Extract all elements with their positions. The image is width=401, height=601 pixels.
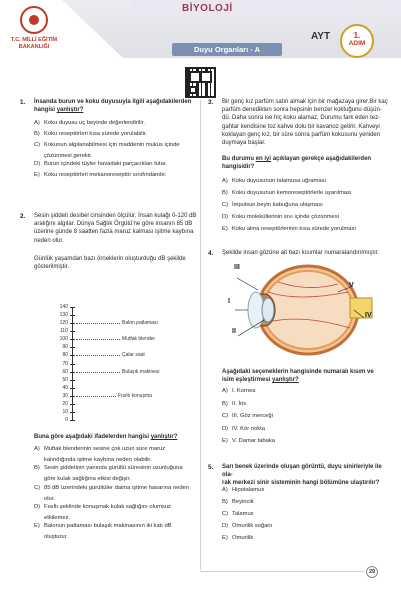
answer-option[interactable] — [222, 226, 392, 234]
q3-text-line: Bir genç kız parfüm satın almak için bir mağazaya girer.Bir kaç — [222, 99, 388, 105]
option-text: Koku duyusunun kemoreseptörlerle uyarılması — [232, 190, 352, 196]
answer-option[interactable] — [222, 401, 392, 409]
option-key: B) — [34, 465, 40, 472]
option-key: C) — [34, 484, 41, 491]
option-text: I. Kornea — [232, 388, 256, 394]
answer-option[interactable] — [222, 511, 392, 519]
qr-code-icon[interactable] — [185, 67, 216, 98]
option-key: E) — [34, 523, 40, 529]
option-key: E) — [222, 535, 228, 541]
y-tick-label: 10 — [62, 408, 68, 415]
logo-line-1: T.C. MİLLİ EĞİTİM — [10, 37, 58, 43]
value-marker — [76, 372, 120, 373]
label-iii: III — [234, 264, 240, 271]
y-tick-mark — [70, 315, 75, 316]
category-label: Çalar saat — [122, 352, 145, 359]
answer-option[interactable] — [34, 161, 198, 169]
label-iv: IV — [365, 312, 372, 319]
option-key: E) — [222, 438, 228, 444]
y-tick-mark — [70, 380, 75, 381]
answer-option[interactable] — [222, 523, 392, 531]
answer-option[interactable] — [34, 485, 198, 493]
option-text: Kokunun algılanabilmesi için maddenin mukus içinde — [44, 142, 180, 148]
y-tick-mark — [70, 396, 75, 397]
y-tick-mark — [70, 339, 75, 340]
option-key: B) — [222, 400, 228, 407]
q5-number: 5. — [208, 464, 214, 471]
answer-option-continued — [34, 515, 198, 523]
y-tick-label: 110 — [60, 328, 68, 335]
y-tick-mark — [70, 364, 75, 365]
q2-text-line: üzerine günde 8 saatten fazla maruz kalması işitme kaybına — [34, 229, 194, 236]
option-key: D) — [34, 503, 41, 510]
value-marker — [76, 323, 120, 324]
y-tick-label: 90 — [62, 344, 68, 351]
q1-stem: İnsanda burun ve koku duyusuyla ilgili aşağıdakilerden hangisi yanlıştır? — [34, 99, 192, 114]
value-marker — [76, 355, 120, 356]
option-text: Fısıltı şeklinde konuşmak kulak sağlığını olumsuz — [44, 503, 171, 510]
option-text: Balonun patlaması bulaşık makinasının iki katı dB — [44, 523, 172, 529]
y-tick-mark — [70, 412, 75, 413]
q3-question: Bu durumu en iyi açıklayan gerekçe aşağıdakilerden hangisidir? — [222, 156, 372, 171]
q2-text2-line: Günlük yaşamdan bazı örneklerin oluşturduğu dB şekilde — [34, 256, 186, 262]
answer-option[interactable] — [34, 131, 198, 139]
label-i: I — [228, 298, 230, 305]
option-text: kalındığında işitme kaybına neden olabilir. — [44, 457, 152, 463]
y-tick-mark — [70, 323, 75, 324]
option-key: B) — [222, 190, 228, 196]
y-tick-mark — [70, 331, 75, 332]
q2-text2-line: gösterilmiştir. — [34, 264, 70, 271]
answer-option[interactable] — [222, 499, 392, 507]
decibel-chart — [50, 303, 200, 423]
y-tick-label: 20 — [62, 400, 68, 407]
q4-number: 4. — [208, 250, 214, 257]
option-text: Koku alma reseptörlerinin kısa sürede yorulması — [232, 226, 357, 232]
answer-option-continued — [34, 496, 198, 504]
y-tick-mark — [70, 307, 75, 308]
q3-text-line: gahtar kendisine toz kahve dolu bir kavanoz getirir. Kahveyi — [222, 123, 380, 130]
option-key: D) — [222, 523, 229, 529]
y-tick-label: 30 — [62, 392, 68, 399]
label-ii: II — [232, 328, 236, 335]
q3-number: 3. — [208, 99, 214, 106]
page-number: 29 — [366, 566, 378, 578]
answer-option[interactable] — [222, 438, 392, 446]
category-label: Mutfak blender — [122, 336, 156, 343]
option-key: C) — [222, 202, 229, 208]
answer-option[interactable] — [34, 465, 198, 473]
q3-text-line: koklayan genç kız, bir süre sonra parfüm kokusunu yeniden — [222, 131, 381, 138]
step-label: ADIM — [348, 40, 366, 47]
option-text: II. İris — [232, 400, 247, 407]
answer-option[interactable] — [222, 487, 392, 495]
q3-text-line: duymaya başlar. — [222, 140, 266, 147]
q4-stem: Şekilde insan gözüne ait bazı kısımlar numaralandırılmıştır. — [222, 250, 380, 256]
option-text: V. Damar tabaka — [232, 438, 275, 444]
option-key: E) — [34, 172, 40, 179]
answer-option-continued — [34, 476, 198, 484]
logo-line-2: BAKANLIĞI — [18, 44, 50, 50]
ministry-logo — [6, 4, 62, 56]
q2-text-line: Sesin şiddeti desibel cinsinden ölçülür. İnsan kulağı 0-120 dB — [34, 213, 197, 219]
q5-question: Sarı benek üzerinde oluşan görüntü, duyu sinirleriyle ile ola- rak merkezi sinir sisteminin hangi bölümüne ulaştırılır? — [222, 464, 382, 487]
answer-option[interactable] — [222, 178, 392, 186]
q2-question: Buna göre aşağıdaki ifadelerden hangisi yanlıştır? — [34, 434, 178, 440]
answer-option[interactable] — [222, 535, 392, 543]
option-text: Koku duyusu uç beyinde değerlendirilir. — [44, 120, 145, 126]
option-text: İmpulsun beyin kabuğuna ulaşması — [232, 202, 323, 208]
option-key: A) — [34, 120, 40, 126]
option-text: Koku duyusunun talamusa uğraması — [232, 178, 327, 184]
option-text: III. Göz merceği — [232, 413, 273, 419]
option-text: olur. — [44, 495, 55, 502]
q3-text-line: parfüm denedikten sonra hepsinin benzer koktuğunu düşün- — [222, 107, 382, 114]
answer-option[interactable] — [34, 504, 198, 512]
option-key: C) — [34, 142, 41, 148]
option-text: Koku reseptörleri mekanoreseptör sınıfındandır. — [44, 172, 167, 179]
option-text: Talamus — [232, 511, 254, 517]
category-label: Balon patlaması — [122, 320, 158, 327]
page-header — [0, 0, 401, 62]
exam-label: AYT — [311, 31, 331, 42]
answer-option[interactable] — [222, 202, 392, 210]
option-text: Beyincik — [232, 499, 254, 505]
option-text: etkilemez. — [44, 514, 71, 521]
q4-question: Aşağıdaki seçeneklerin hangisinde numaralı kısım ve isim eşleştirmesi yanlıştır? — [222, 369, 374, 384]
q2-text-line: neden olur. — [34, 237, 64, 244]
option-text: Muftak blenderinin sesine çok uzun süre maruz — [44, 446, 166, 452]
option-text: Omurilik — [232, 535, 254, 541]
answer-option[interactable] — [222, 190, 392, 198]
y-tick-mark — [70, 404, 75, 405]
y-tick-mark — [70, 420, 75, 421]
topic-title: Duyu Organları - A — [172, 43, 282, 56]
option-text: Hipotalamus — [232, 487, 265, 493]
seal-icon — [20, 6, 48, 34]
answer-option-continued — [34, 457, 198, 465]
q1-number: 1. — [20, 99, 26, 106]
y-tick-mark — [70, 355, 75, 356]
answer-option[interactable] — [34, 523, 198, 531]
answer-option[interactable] — [222, 413, 392, 421]
y-tick-label: 50 — [62, 376, 68, 383]
q2-number: 2. — [20, 213, 26, 220]
footer-line — [200, 571, 364, 572]
option-key: A) — [34, 446, 40, 452]
q2-stem-2 — [34, 255, 198, 271]
answer-option[interactable] — [34, 142, 198, 150]
option-text: göre kulak sağlığına etkisi değişir. — [44, 476, 131, 483]
option-key: A) — [222, 487, 228, 493]
eye-diagram — [228, 262, 373, 362]
value-marker — [76, 396, 116, 397]
y-tick-mark — [70, 347, 75, 348]
y-tick-label: 0 — [65, 417, 68, 423]
category-label: Fısıltı konuşma — [118, 392, 152, 399]
q3-text-line: dü. Daha sonra ise hiç koku alamaz. Durumu fark eden tez- — [222, 115, 381, 122]
answer-option[interactable] — [34, 120, 198, 128]
y-tick-label: 100 — [59, 336, 68, 343]
option-text: Koku reseptörleri kısa sürede yorulabilir. — [44, 131, 148, 137]
answer-option-continued — [34, 153, 198, 161]
y-tick-label: 130 — [59, 312, 68, 319]
option-text: Koku moleküllerinin sıvı içinde çözünmesi — [232, 214, 339, 220]
option-key: B) — [34, 131, 40, 137]
answer-option[interactable] — [222, 426, 392, 434]
label-v: V — [349, 282, 354, 289]
y-tick-mark — [70, 372, 75, 373]
value-marker — [76, 339, 120, 340]
option-text: çözünmesi gerekir. — [44, 153, 93, 159]
y-tick-label: 80 — [62, 352, 68, 359]
y-tick-mark — [70, 388, 75, 389]
y-tick-label: 70 — [62, 360, 68, 367]
q2-text-line: aralığını algılar. Dünya Sağlık Örgütü'ne göre insanın 85 dB — [34, 221, 193, 228]
option-text: Omurilik soğanı — [232, 523, 273, 529]
q2-stem — [34, 212, 198, 245]
option-key: A) — [222, 178, 228, 184]
step-badge — [340, 24, 374, 58]
option-key: D) — [34, 161, 41, 168]
subject-title: BİYOLOJİ — [182, 3, 233, 14]
category-label: Bulaşık makinesi — [122, 368, 160, 375]
option-text: Sesin şiddetinin yanında gürültü süresinin uzunluğuna — [44, 465, 183, 472]
column-divider — [200, 100, 201, 570]
option-key: C) — [222, 413, 229, 419]
option-text: IV. Kör nokta — [232, 425, 265, 432]
option-text: oluşturur. — [44, 534, 68, 540]
option-key: A) — [222, 388, 228, 394]
y-tick-label: 60 — [62, 368, 68, 375]
option-key: D) — [222, 214, 229, 220]
answer-option-continued — [34, 534, 198, 542]
option-text: Burun içindeki tüyler havadaki parçacıkları tutar. — [44, 161, 168, 168]
option-key: D) — [222, 425, 229, 432]
y-tick-label: 40 — [62, 384, 68, 391]
option-key: E) — [222, 226, 228, 232]
answer-option[interactable] — [222, 388, 392, 396]
step-number: 1. — [353, 31, 361, 40]
y-tick-label: 140 — [59, 304, 68, 310]
answer-option[interactable] — [34, 446, 198, 454]
option-text: 85 dB üzerindeki gürültüler daima işitme hasarına neden — [44, 484, 190, 491]
y-tick-label: 120 — [59, 320, 68, 327]
q3-stem — [222, 98, 390, 147]
eye-illustration — [228, 262, 373, 362]
option-key: C) — [222, 511, 229, 517]
answer-option[interactable] — [222, 214, 392, 222]
option-key: B) — [222, 499, 228, 505]
answer-option[interactable] — [34, 172, 198, 180]
